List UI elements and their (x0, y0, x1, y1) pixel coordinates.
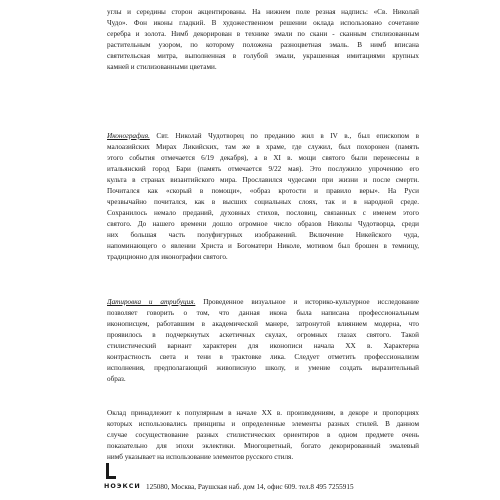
text-line: святительская митра, выполненная в голубой эмали, украшенная имитациями крупных (107, 52, 419, 60)
text-line (107, 297, 419, 308)
text-line: стилистический вариант характерен для иконописи начала XX в. Характерна (107, 342, 419, 350)
text-line: них большая часть полуфигурных изображений. Включение Никейского чуда, (107, 231, 419, 239)
logo-text: НОЭКСИ (104, 482, 141, 490)
text-line-rest: Свт. Николай Чудотворец по преданию жил в IV в., был епископом в (149, 132, 419, 140)
text-line: исполнения, предполагающий живописную школу, и умение создать выразительный (107, 364, 419, 372)
footer-address: 125080, Москва, Раушская наб. дом 14, офис 609. тел.8 495 7255915 (146, 483, 354, 491)
text-line: традиционно для иконографии святого. (107, 253, 228, 261)
text-line-rest: Проведенное визуальное и историко-культурное исследование (195, 298, 419, 306)
text-line: углы и середины сторон акцентированы. На нижнем поле резная надпись: «Св. Николай (107, 8, 419, 16)
paragraph-oklad-conclusion (107, 408, 419, 463)
paragraph-oklad-description (107, 7, 419, 73)
text-line: образ. (107, 375, 126, 383)
paragraph-dating-attribution (107, 297, 419, 385)
paragraph-iconography (107, 131, 419, 263)
logo-mark-icon (106, 463, 116, 479)
text-line: иконописцем, работавшим в академической манере, затронутой влиянием модерна, что (107, 320, 419, 328)
text-line: серебра и золота. Нимб декорирован в технике эмали по скани - сканным стилизованным (107, 30, 419, 38)
text-line: культа в странах византийского мира. Прославился чудесами при жизни и после смерти. (107, 176, 419, 184)
text-line: святого. До нашего времени дошло огромное число образов Николы Чудотворца, среди (107, 220, 419, 228)
page-footer (104, 463, 424, 497)
section-heading-iconography: Иконография. (107, 132, 150, 140)
text-line: чрезвычайно почитался, как в высших социальных слоях, так и в народной среде. (107, 198, 419, 206)
text-line: проявилось в подчеркнутых аскетичных скулах, огромных глазах святого. Такой (107, 331, 419, 339)
text-line: Сохранилось немало преданий, духовных стихов, пословиц, связанных с именем этого (107, 209, 419, 217)
text-line: показательно для эпохи эклектики. Многоцветный, богато декорированный эмалевый (107, 442, 419, 450)
text-line: растительным узором, по которому положена разноцветная эмаль. В нимб вписана (107, 41, 419, 49)
text-line: Оклад принадлежит к популярным в начале XX в. произведениям, в декоре и пропорциях (107, 409, 419, 417)
noeksi-logo (104, 463, 141, 493)
text-line: Чудо». Фон иконы гладкий. В художественном решении оклада использовано сочетание (107, 19, 419, 27)
text-line: позволяет говорить о том, что данная икона была написана профессиональным (107, 309, 419, 317)
text-line (107, 131, 419, 142)
text-line: нимб указывает на использование элементов русского стиля. (107, 453, 294, 461)
section-heading-dating: Датировка и атрибуция. (107, 298, 196, 306)
text-line: малоазийских Мирах Ликийских, там же в храме, где служил, был похоронен (память (107, 143, 419, 151)
text-line: случае сосуществование разных стилистических ориентиров в одном предмете очень (107, 431, 419, 439)
text-line: итальянский город Бари (память отмечается 9/22 мая). Это послужило упрочению его (107, 165, 419, 173)
text-line: напоминающего о явлении Христа и Богоматери Николе, мотивом был брошен в темницу, (107, 242, 419, 250)
text-line: контрастность света и тени в трактовке лика. Следует отметить профессионализм (107, 353, 419, 361)
text-line: камней и стилизованными цветами. (107, 63, 217, 71)
text-line: Почитался как «скорый в помощи», «образ кротости и правило веры». На Руси (107, 187, 419, 195)
text-line: этого события отмечается 6/19 декабря), а в XI в. мощи святого были перенесены в (107, 154, 419, 162)
text-line: которых использовались принципы и определенные элементы разных стилей. В данном (107, 420, 419, 428)
